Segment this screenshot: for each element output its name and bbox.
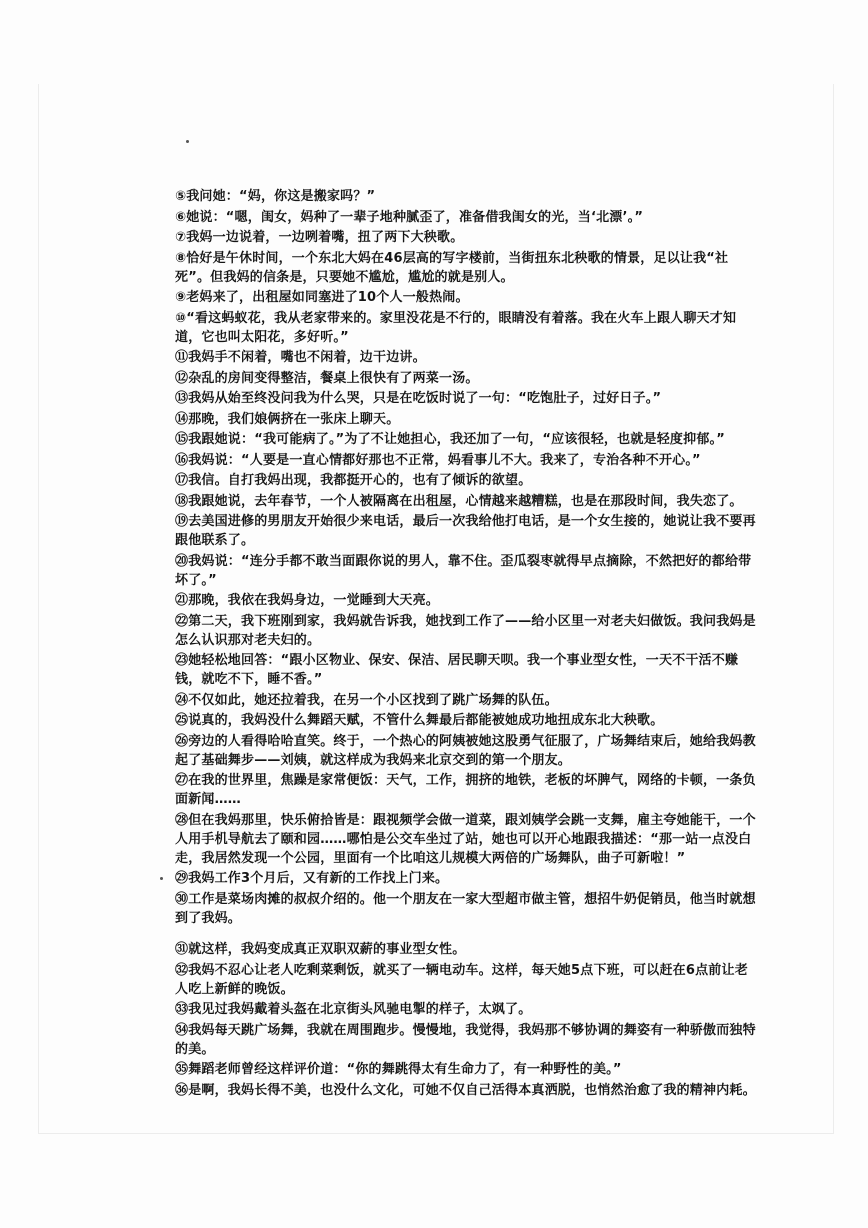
paragraph-25: ㉕说真的，我妈没什么舞蹈天赋，不管什么舞最后都能被她成功地扭成东北大秧歌。 [175, 713, 664, 728]
paragraph-31: ㉛就这样，我妈变成真正双职双薪的事业型女性。 [175, 942, 466, 957]
paragraph-24: ㉔不仅如此，她还拉着我，在另一个小区找到了跳广场舞的队伍。 [175, 692, 558, 708]
paragraph-6: ⑥她说：“嗯，闺女，妈种了一辈子地种腻歪了，准备借我闺女的光，当‘北漂’。” [175, 209, 644, 225]
paragraph-20: ⑳我妈说：“连分手都不敢当面跟你说的男人，靠不住。歪瓜裂枣就得早点摘除，不然把好的都给带坏了。” [175, 553, 752, 588]
paragraph-28: ㉘但在我妈那里，快乐俯拾皆是：跟视频学会做一道菜，跟刘姨学会跳一支舞，雇主夸她能干，一个人用手机导航去了颐和园……哪怕是公交车坐过了站，她也可以开心地跟我描述：“那一站一点没白走，我居然发现一个公园，里面有一个比咱这儿规模大两倍的广场舞队，曲子可新啦！” [175, 812, 756, 866]
paragraph-10: ⑩“看这蚂蚁花，我从老家带来的。家里没花是不行的，眼睛没有着落。我在火车上跟人聊天才知道，它也叫太阳花，多好听。” [175, 310, 737, 345]
paragraph-21: ㉑那晚，我依在我妈身边，一觉睡到大天亮。 [175, 593, 440, 608]
paragraph-33: ㉝我见过我妈戴着头盔在北京街头风驰电掣的样子，太飒了。 [175, 1002, 532, 1017]
paragraph-22: ㉒第二天，我下班刚到家，我妈就告诉我，她找到工作了——给小区里一对老夫妇做饭。我问我妈是怎么认识那对老夫妇的。 [175, 613, 756, 648]
paragraph-29: ㉙我妈工作3个月后，又有新的工作找上门来。 [175, 871, 449, 886]
paragraph-8: ⑧恰好是午休时间，一个东北大妈在46层高的写字楼前，当街扭东北秧歌的情景，足以让我“社死”。但我妈的信条是，只要她不尴尬，尴尬的就是别人。 [175, 250, 729, 285]
paragraph-27: ㉗在我的世界里，焦躁是家常便饭：天气，工作，拥挤的地铁，老板的坏脾气，网络的卡顿，一条负面新闻…… [175, 773, 756, 807]
paragraph-16: ⑯我妈说：“人要是一直心情都好那也不正常，妈看事儿不大。我来了，专治各种不开心。” [175, 452, 701, 468]
paragraph-19: ⑲去美国进修的男朋友开始很少来电话，最后一次我给他打电话，是一个女生接的，她说让我不要再跟他联系了。 [175, 514, 756, 548]
article-body [175, 187, 757, 1101]
scan-border-bottom [38, 1133, 834, 1134]
paragraph-26: ㉖旁边的人看得哈哈直笑。终于，一个热心的阿姨被她这股勇气征服了，广场舞结束后，她给我妈教起了基础舞步——刘姨，就这样成为我妈来北京交到的第一个朋友。 [175, 733, 756, 768]
scan-speck [160, 877, 163, 880]
paragraph-15: ⑮我跟她说：“我可能病了。”为了不让她担心，我还加了一句，“应该很轻，也就是轻度抑郁。” [175, 432, 725, 447]
scan-border-right [833, 84, 834, 1134]
paragraph-5: ⑤我问她：“妈，你这是搬家吗？” [175, 189, 376, 204]
paragraph-7: ⑦我妈一边说着，一边咧着嘴，扭了两下大秧歌。 [175, 230, 464, 245]
paragraph-11: ⑪我妈手不闲着，嘴也不闲着，边干边讲。 [175, 350, 426, 365]
paragraph-18: ⑱我跟她说，去年春节，一个人被隔离在出租屋，心情越来越糟糕，也是在那段时间，我失恋了。 [175, 493, 743, 509]
scan-speck [186, 140, 189, 143]
paragraph-36: ㊱是啊，我妈长得不美，也没什么文化，可她不仅自己活得本真洒脱，也悄然治愈了我的精神内耗。 [175, 1082, 756, 1098]
paragraph-34: ㉞我妈每天跳广场舞，我就在周围跑步。慢慢地，我觉得，我妈那不够协调的舞姿有一种骄傲而独特的美。 [175, 1022, 756, 1057]
paragraph-gap [175, 929, 757, 940]
paragraph-13: ⑬我妈从始至终没问我为什么哭，只是在吃饭时说了一句：“吃饱肚子，过好日子。” [175, 391, 662, 406]
paragraph-9: ⑨老妈来了，出租屋如同塞进了10个人一般热闹。 [175, 290, 469, 305]
paragraph-32: ㉜我妈不忍心让老人吃剩菜剩饭，就买了一辆电动车。这样，每天她5点下班，可以赶在6点前让老人吃上新鲜的晚饭。 [175, 962, 748, 997]
scan-border-left [38, 84, 39, 1134]
paragraph-30: ㉚工作是菜场肉摊的叔叔介绍的。他一个朋友在一家大型超市做主管，想招牛奶促销员，他当时就想到了我妈。 [175, 891, 756, 926]
paragraph-17: ⑰我信。自打我妈出现，我都挺开心的，也有了倾诉的欲望。 [175, 473, 532, 488]
paragraph-35: ㉟舞蹈老师曾经这样评价道：“你的舞跳得太有生命力了，有一种野性的美。” [175, 1062, 622, 1077]
paragraph-23: ㉓她轻松地回答：“跟小区物业、保安、保洁、居民聊天呗。我一个事业型女性，一天不干活不赚钱，就吃不下，睡不香。” [175, 653, 739, 687]
paragraph-12: ⑫杂乱的房间变得整洁，餐桌上很快有了两菜一汤。 [175, 370, 479, 386]
paragraph-14: ⑭那晚，我们娘俩挤在一张床上聊天。 [175, 411, 400, 427]
